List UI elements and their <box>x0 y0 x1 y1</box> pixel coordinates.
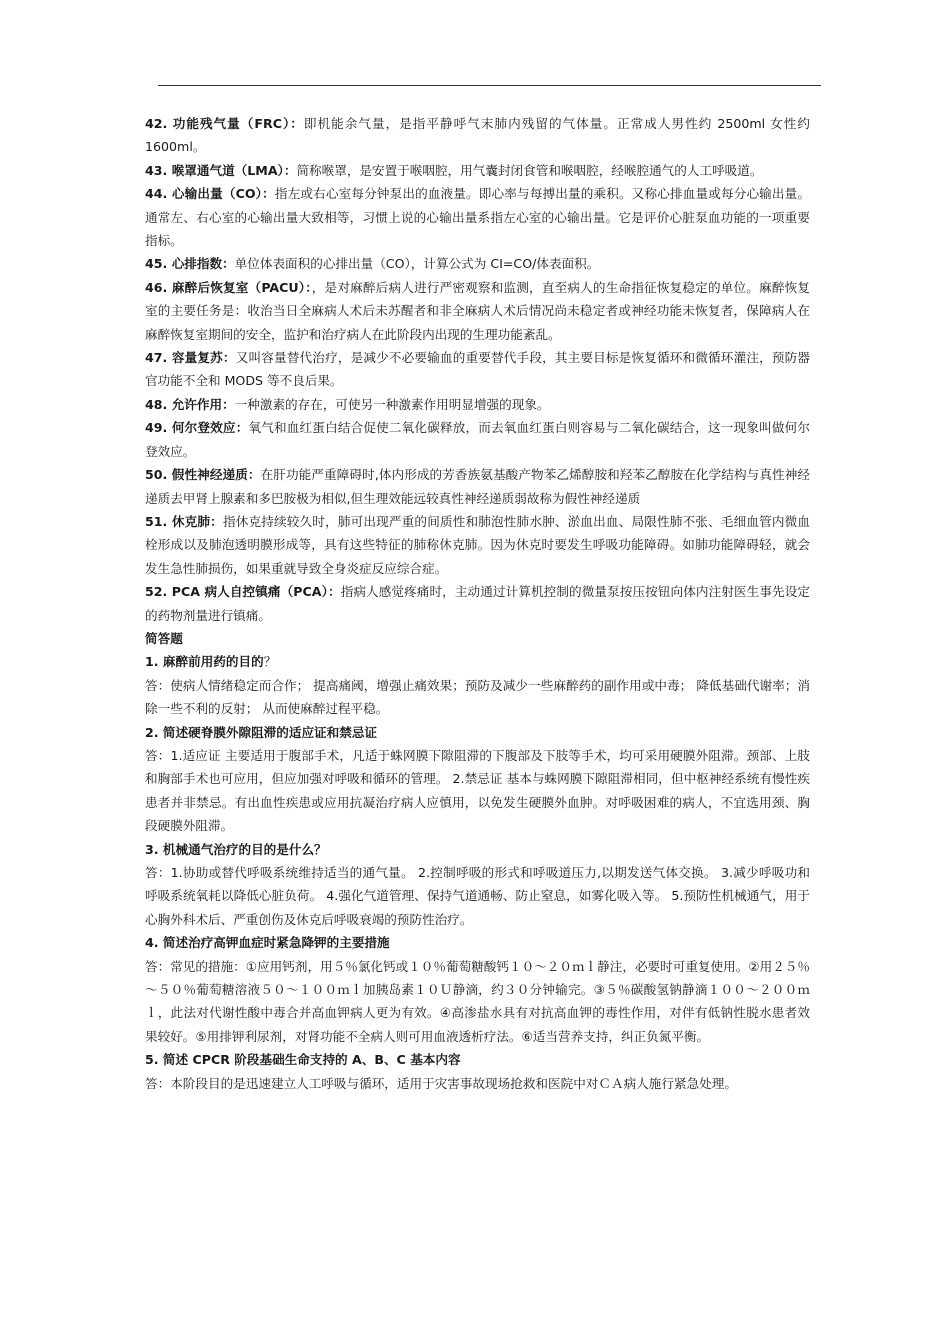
definition-text: 单位体表面积的心排出量（CO），计算公式为 CI=CO/体表面积。 <box>234 256 600 272</box>
definition-term: 42. 功能残气量（FRC）： <box>145 116 304 131</box>
definition-47 <box>145 346 810 393</box>
definition-51 <box>145 510 810 580</box>
definition-term: 44. 心输出量（CO）： <box>145 186 275 202</box>
definition-term: 48. 允许作用： <box>145 396 235 412</box>
definition-term: 49. 何尔登效应： <box>145 420 249 436</box>
definition-text: ，是对麻醉后病人进行严密观察和监测，直至病人的生命指征恢复稳定的单位。麻醉恢复室的主要任务是：收治当日全麻病人术后未苏醒者和非全麻病人术后情况尚未稳定者或神经功能未恢复者，保障病人在麻醉恢复室期间的安全，监护和治疗病人在此阶段内出现的生理功能紊乱。 <box>145 279 811 342</box>
definition-text: 在肝功能严重障碍时,体内形成的芳香族氨基酸产物苯乙烯醇胺和羟苯乙醇胺在化学结构与真性神经递质去甲肾上腺素和多巴胺极为相似,但生理效能远较真性神经递质弱故称为假性神经递质 <box>145 467 810 506</box>
definition-50 <box>145 463 810 510</box>
definition-45 <box>145 252 810 275</box>
question-suffix: ？ <box>263 654 277 670</box>
definition-42 <box>145 112 810 159</box>
definition-text: 即机能余气量，是指平静呼气末肺内残留的气体量。正常成人男性约 2500ml 女性约 1600ml。 <box>145 116 810 155</box>
definition-43 <box>145 159 810 182</box>
definition-text: 指病人感觉疼痛时，主动通过计算机控制的微量泵按压按钮向体内注射医生事先设定的药物剂量进行镇痛。 <box>145 584 811 623</box>
definition-text: 一种激素的存在，可使另一种激素作用明显增强的现象。 <box>234 396 550 412</box>
question-3: 3. 机械通气治疗的目的是什么？ <box>145 841 327 857</box>
answer-2: 答：1.适应证 主要适用于腹部手术，凡适于蛛网膜下隙阻滞的下腹部及下肢等手术，均可采用硬膜外阻滞。颈部、上肢和胸部手术也可应用，但应加强对呼吸和循环的管理。 2.禁忌证 基本与蛛网膜下隙阻滞相同，但中枢神经系统有慢性疾患者并非禁忌。有出血性疾患或应用抗凝治疗病人应慎用，以免发生硬膜外血肿。对呼吸困难的病人，不宜选用颈、胸段硬膜外阻滞。 <box>145 747 810 834</box>
answer-5: 答：本阶段目的是迅速建立人工呼吸与循环，适用于灾害事故现场抢救和医院中对ＣＡ病人施行紧急处理。 <box>145 1075 737 1091</box>
definition-48 <box>145 393 810 416</box>
definition-46 <box>145 276 810 346</box>
definition-text: 简称喉罩，是安置于喉咽腔，用气囊封闭食管和喉咽腔，经喉腔通气的人工呼吸道。 <box>296 162 763 178</box>
definition-text: 指休克持续较久时，肺可出现严重的间质性和肺泡性肺水肿、淤血出血、局限性肺不张、毛细血管内微血栓形成以及肺泡透明膜形成等，具有这些特征的肺称休克肺。因为休克时要发生呼吸功能障碍。如肺功能障碍轻，就会发生急性肺损伤，如果重就导致全身炎症反应综合症。 <box>145 513 810 576</box>
definition-44 <box>145 182 810 252</box>
definition-term: 51. 休克肺： <box>145 513 223 529</box>
question-1 <box>145 650 810 673</box>
definition-49 <box>145 416 810 463</box>
answer-3: 答：1.协助或替代呼吸系统维持适当的通气量。 2.控制呼吸的形式和呼吸道压力,以期发送气体交换。 3.减少呼吸功和呼吸系统氧耗以降低心脏负荷。 4.强化气道管理、保持气道通畅、防止窒息，如雾化吸入等。 5.预防性机械通气，用于心胸外科术后、严重创伤及休克后呼吸衰竭的预防性治疗。 <box>145 865 810 927</box>
definition-term: 45. 心排指数： <box>145 256 235 272</box>
definition-term: 50. 假性神经递质： <box>145 467 261 483</box>
header-rule <box>158 85 821 86</box>
definition-text: 又叫容量替代治疗，是减少不必要输血的重要替代手段，其主要目标是恢复循环和微循环灌注，预防器官功能不全和 MODS 等不良后果。 <box>145 350 810 389</box>
document-body <box>145 112 810 1095</box>
definition-52 <box>145 580 810 627</box>
question-4: 4. 简述治疗高钾血症时紧急降钾的主要措施 <box>145 935 390 951</box>
definition-term: 47. 容量复苏： <box>145 350 236 366</box>
definition-term: 43. 喉罩通气道（LMA）： <box>145 162 297 178</box>
answer-1: 答：使病人情绪稳定而合作； 提高痛阈，增强止痛效果；预防及减少一些麻醉药的副作用或中毒； 降低基础代谢率；消除一些不利的反射； 从而使麻醉过程平稳。 <box>145 677 810 717</box>
question-text: 1. 麻醉前用药的目的 <box>145 654 264 670</box>
answer-4: 答：常见的措施：①应用钙剂，用５％氯化钙或１０％葡萄糖酸钙１０～２０ｍｌ静注，必要时可重复使用。②用２５％～５０％葡萄糖溶液５０～１００ｍｌ加胰岛素１０Ｕ静滴，约３０分钟输完。③５％碳酸氢钠静滴１００～２００ｍｌ，此法对代谢性酸中毒合并高血钾病人更为有效。④高渗盐水具有对抗高血钾的毒性作用，对伴有低钠性脱水患者效果较好。⑤用排钾利尿剂，对肾功能不全病人则可用血液透析疗法。⑥适当营养支持，纠正负氮平衡。 <box>145 958 810 1044</box>
question-5: 5. 简述 CPCR 阶段基础生命支持的 A、B、C 基本内容 <box>145 1052 461 1068</box>
question-2: 2. 简述硬脊膜外隙阻滞的适应证和禁忌证 <box>145 724 378 740</box>
definition-term: 52. PCA 病人自控镇痛（PCA）： <box>145 584 341 600</box>
definition-text: 指左或右心室每分钟泵出的血液量。即心率与每搏出量的乘积。又称心排血量或每分心输出量。通常左、右心室的心输出量大致相等，习惯上说的心输出量系指左心室的心输出量。它是评价心脏泵血功能的一项重要指标。 <box>145 186 811 249</box>
definition-term: 46. 麻醉后恢复室（PACU）： <box>145 279 312 295</box>
section-title: 简答题 <box>145 630 183 646</box>
definition-text: 氧气和血红蛋白结合促使二氧化碳释放，而去氧血红蛋白则容易与二氧化碳结合，这一现象叫做何尔登效应。 <box>145 420 810 459</box>
